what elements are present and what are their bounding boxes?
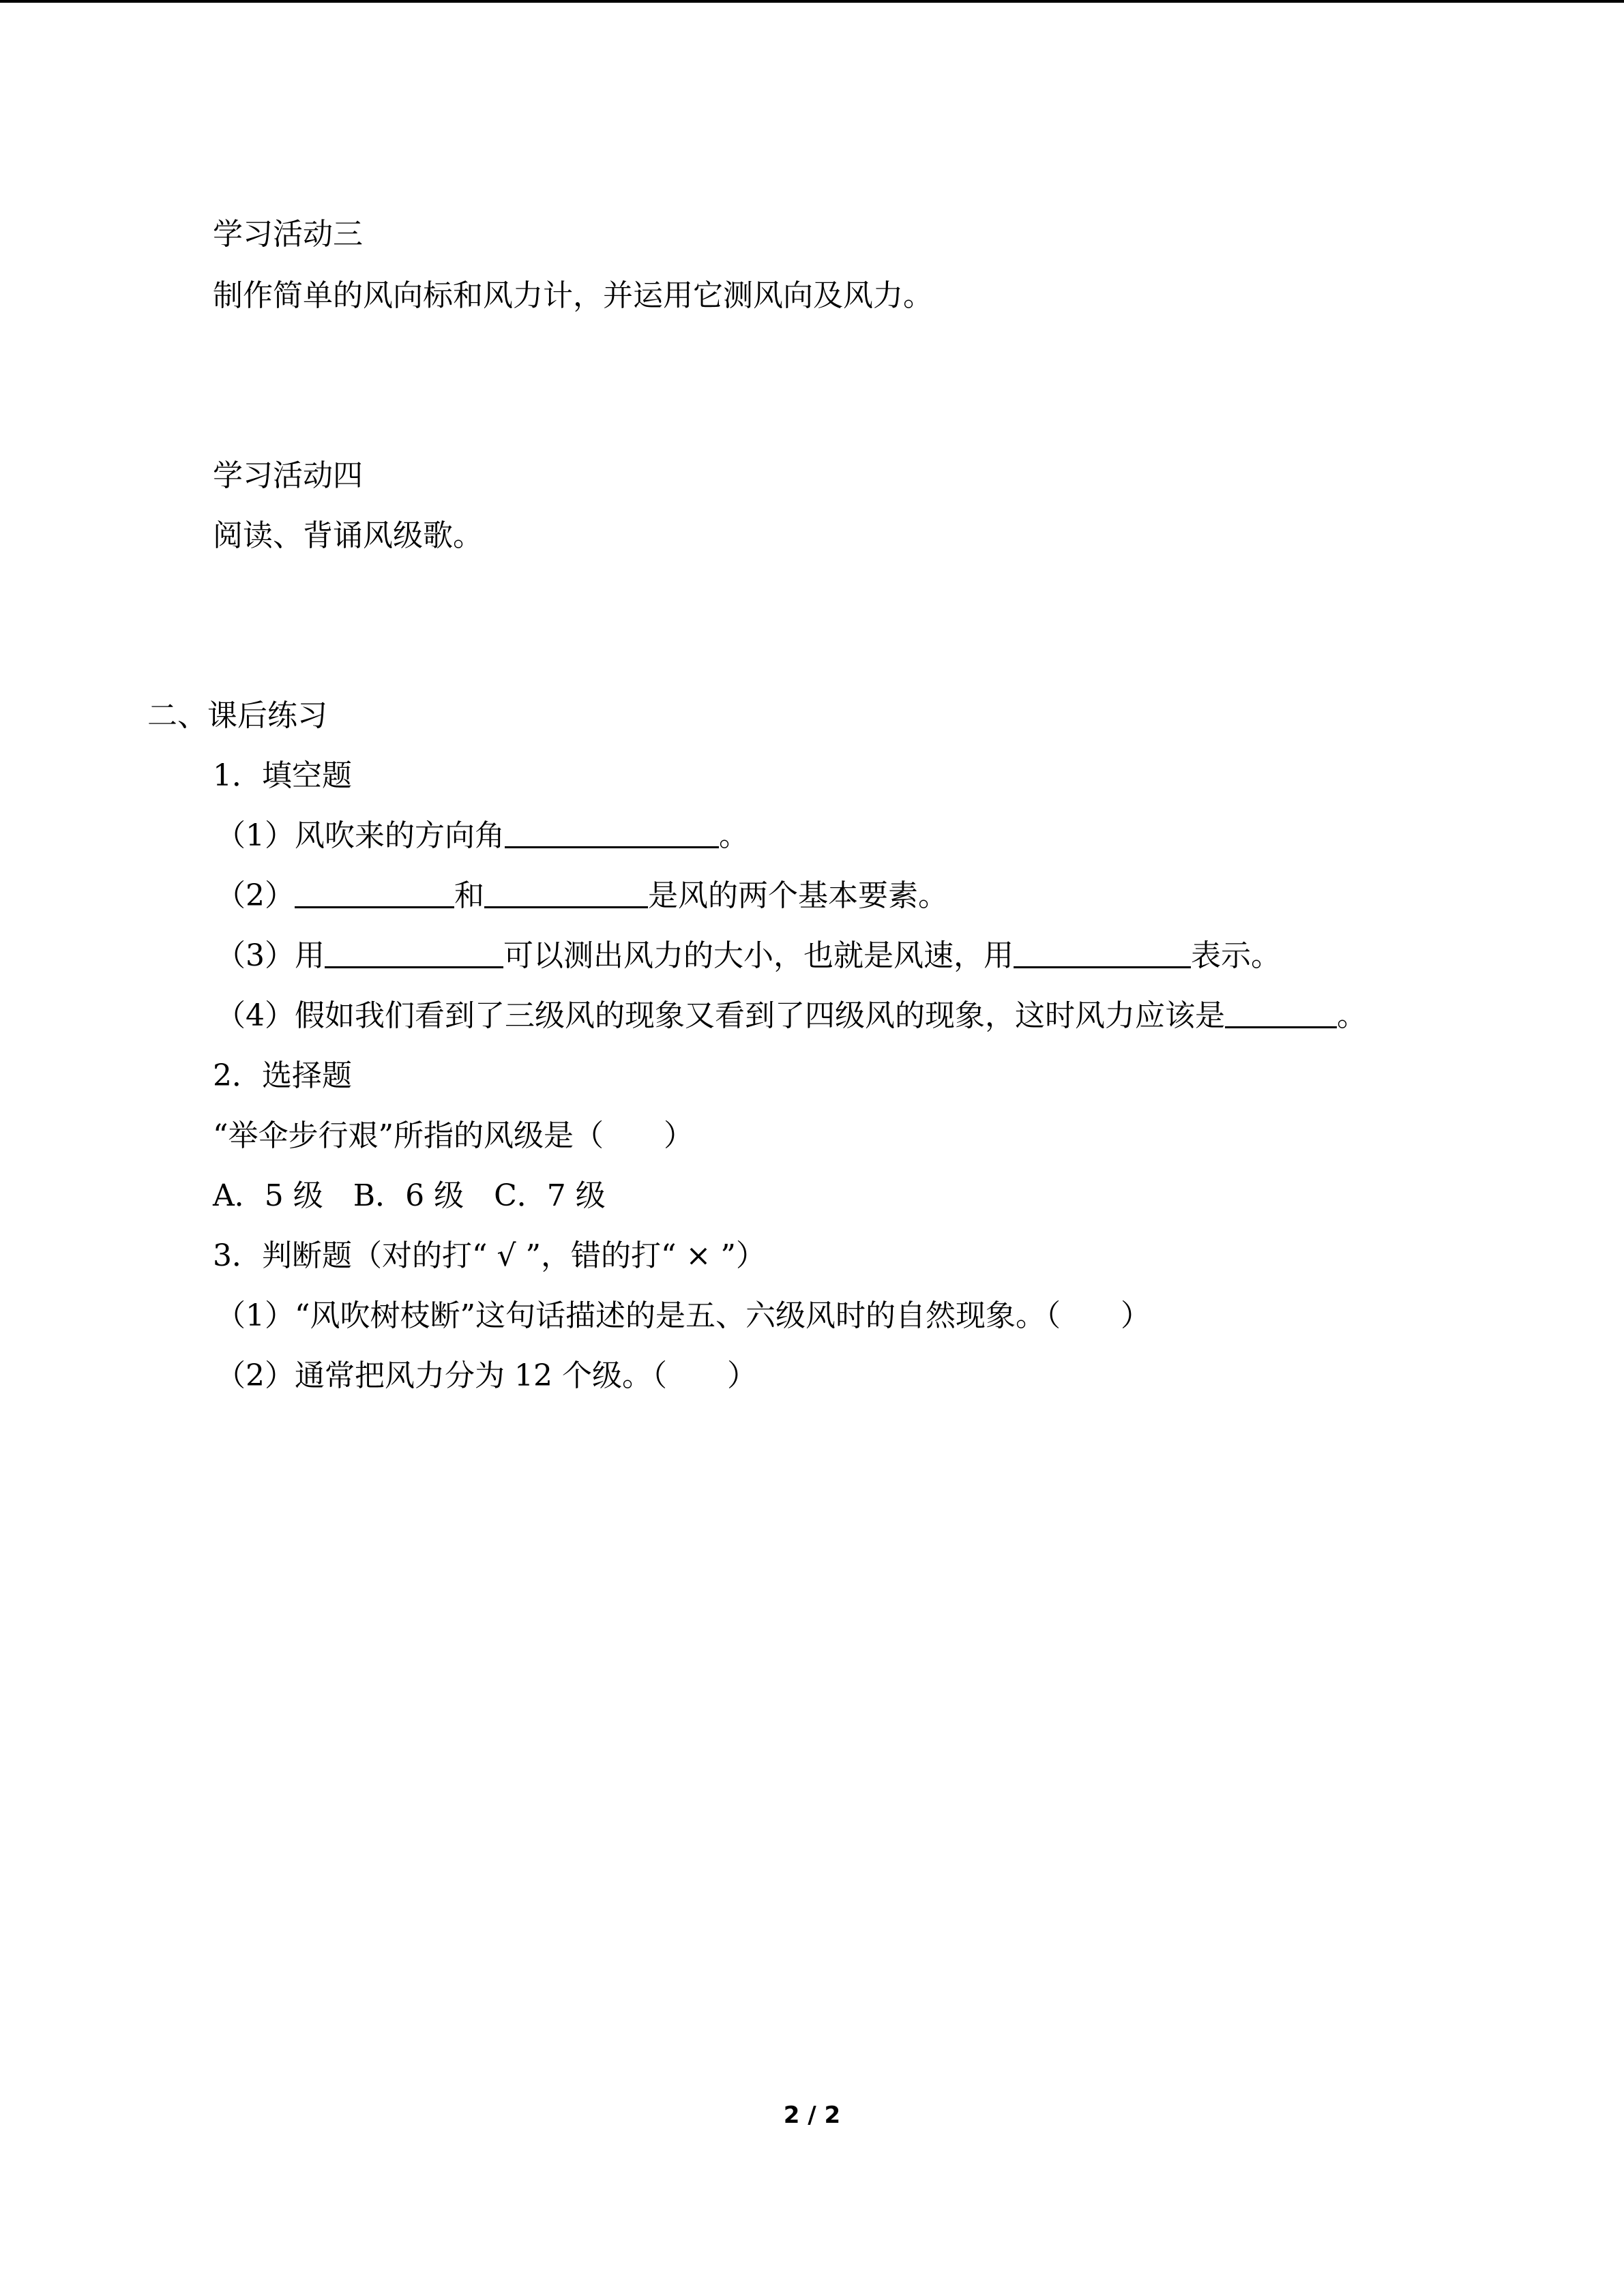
fill-question-3 <box>216 936 1281 976</box>
choice-heading: 2．选择题 <box>213 1058 352 1093</box>
fill-question-2 <box>216 876 948 916</box>
choice-options: A．5 级 B．6 级 C．7 级 <box>213 1178 606 1213</box>
fill-q2-suffix: 是风的两个基本要素。 <box>648 878 948 913</box>
activity3-title: 学习活动三 <box>213 217 363 252</box>
fill-q2-blank-1[interactable] <box>295 876 454 908</box>
top-border-line <box>0 0 1624 3</box>
fill-question-1 <box>216 816 749 856</box>
fill-q1-blank[interactable] <box>505 816 719 848</box>
activity3-text: 制作简单的风向标和风力计，并运用它测风向及风力。 <box>213 278 933 313</box>
fill-q4-suffix: 。 <box>1337 998 1367 1033</box>
fill-q4-prefix: （4）假如我们看到了三级风的现象又看到了四级风的现象，这时风力应该是 <box>216 998 1225 1033</box>
page-number: 2 / 2 <box>783 2102 841 2129</box>
fill-q3-middle: 可以测出风力的大小，也就是风速，用 <box>503 938 1014 973</box>
activity4-text: 阅读、背诵风级歌。 <box>213 518 483 553</box>
activity4-title: 学习活动四 <box>213 458 363 493</box>
judge-question-2: （2）通常把风力分为 12 个级。（ ） <box>216 1358 757 1393</box>
fill-q3-blank-2[interactable] <box>1014 936 1191 968</box>
fill-question-4 <box>216 996 1367 1037</box>
fill-q1-prefix: （1）风吹来的方向角 <box>216 818 505 853</box>
judge-question-1: （1）“风吹树枝断”这句话描述的是五、六级风时的自然现象。（ ） <box>216 1298 1151 1333</box>
section2-heading: 二、课后练习 <box>147 698 327 733</box>
fill-q1-suffix: 。 <box>719 818 749 853</box>
fill-q3-prefix: （3）用 <box>216 938 325 973</box>
fill-q3-blank-1[interactable] <box>325 936 503 968</box>
fill-heading: 1．填空题 <box>213 758 352 793</box>
fill-q2-blank-2[interactable] <box>484 876 648 908</box>
fill-q2-middle: 和 <box>454 878 484 913</box>
fill-q4-blank[interactable] <box>1225 996 1337 1028</box>
choice-question: “举伞步行艰”所指的风级是（ ） <box>213 1118 694 1153</box>
fill-q2-prefix: （2） <box>216 878 295 913</box>
judge-heading: 3．判断题（对的打“ √ ”，错的打“ × ”） <box>213 1238 766 1273</box>
fill-q3-suffix: 表示。 <box>1191 938 1281 973</box>
